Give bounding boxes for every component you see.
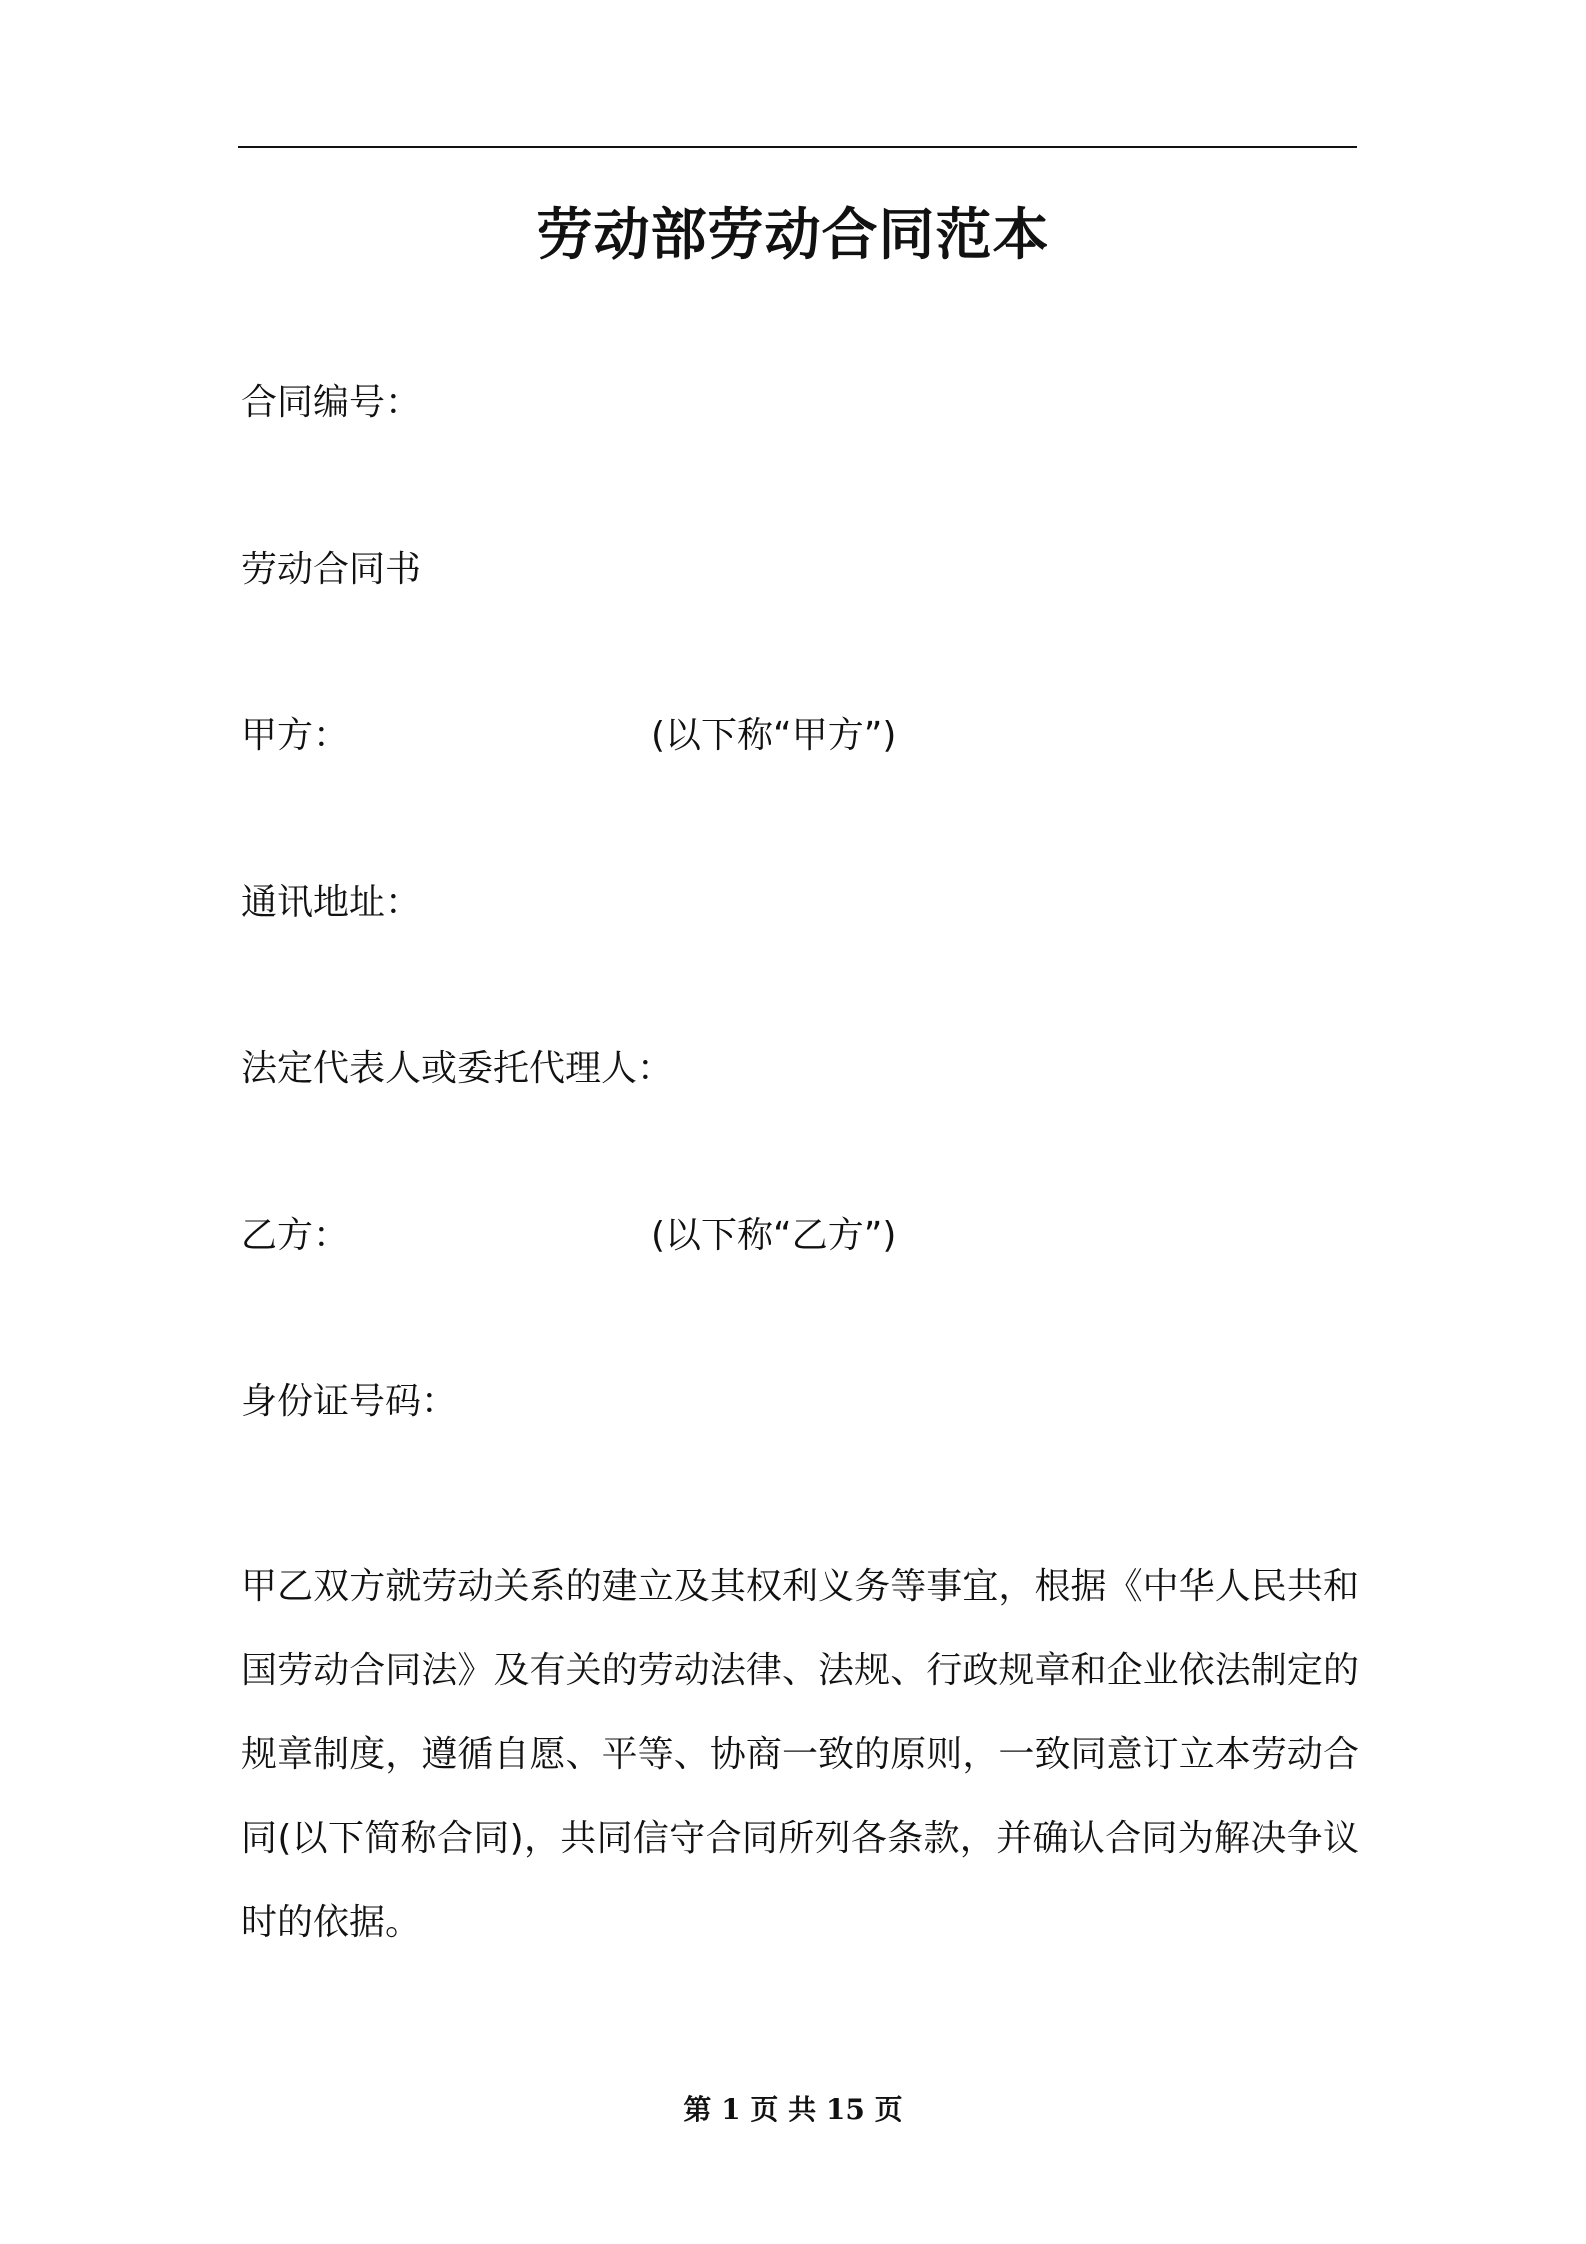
- document-title: 劳动部劳动合同范本: [536, 203, 1050, 268]
- contract-book-label: 劳动合同书: [241, 549, 422, 590]
- header-rule: [238, 146, 1357, 148]
- page-footer: 第 1 页 共 15 页: [683, 2093, 903, 2126]
- party-b-line: [241, 1211, 897, 1261]
- address-line: [241, 878, 421, 928]
- party-a-line: [241, 711, 897, 761]
- party-b-note: (以下称“乙方”): [651, 1215, 897, 1256]
- agreement-paragraph: 甲乙双方就劳动关系的建立及其权利义务等事宜，根据《中华人民共和国劳动合同法》及有关的劳动法律、法规、行政规章和企业依法制定的规章制度，遵循自愿、平等、协商一致的原则，一致同意订立本劳动合同(以下简称合同)，共同信守合同所列各条款，并确认合同为解决争议时的依据。: [241, 1566, 1359, 1943]
- id-number-line: [241, 1377, 457, 1427]
- party-a-note: (以下称“甲方”): [651, 715, 897, 756]
- party-a-label: 甲方：: [241, 715, 350, 756]
- contract-book-line: [241, 545, 421, 595]
- address-label: 通讯地址：: [241, 882, 422, 923]
- representative-label: 法定代表人或委托代理人：: [241, 1048, 674, 1089]
- id-number-label: 身份证号码：: [241, 1381, 458, 1422]
- representative-line: [241, 1044, 673, 1094]
- contract-number-label: 合同编号：: [241, 382, 422, 423]
- contract-number-line: [241, 378, 421, 428]
- party-b-label: 乙方：: [241, 1215, 350, 1256]
